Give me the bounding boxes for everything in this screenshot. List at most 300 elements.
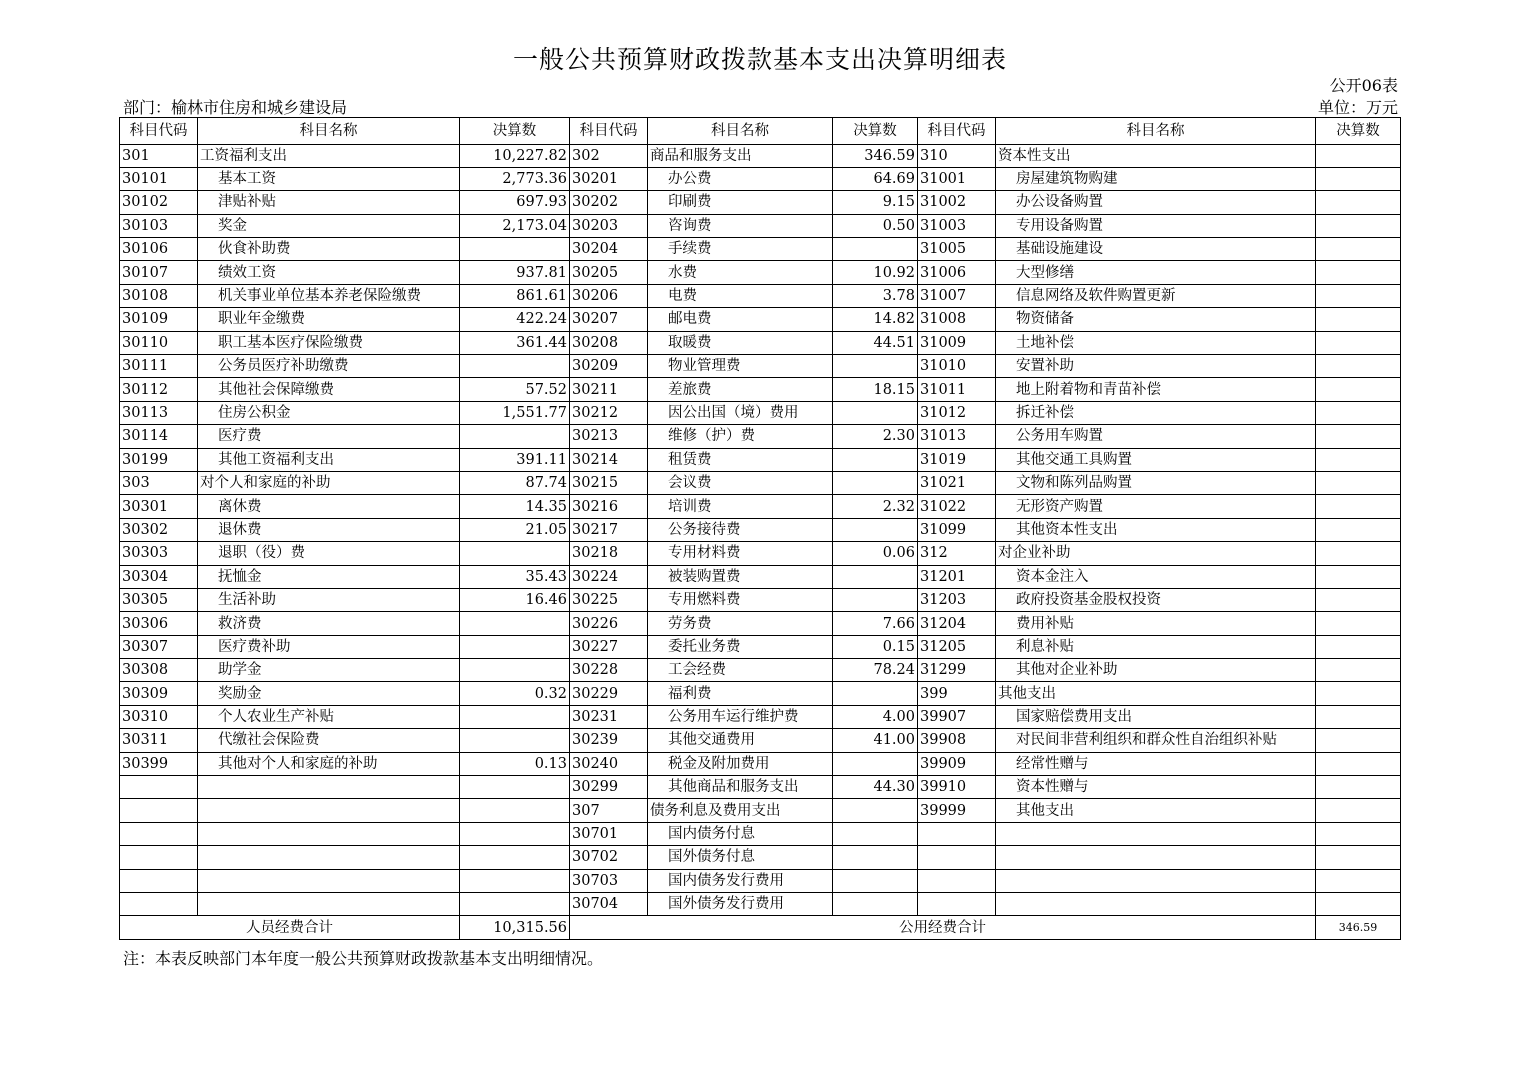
subject-name: 信息网络及软件购置更新	[996, 284, 1316, 307]
subject-name: 其他商品和服务支出	[648, 776, 833, 799]
subject-code: 31013	[918, 425, 996, 448]
subject-name	[996, 846, 1316, 869]
amount-cell	[1316, 495, 1401, 518]
subject-name: 伙食补助费	[198, 238, 460, 261]
subject-code: 30239	[570, 729, 648, 752]
subject-name: 退职（役）费	[198, 542, 460, 565]
amount-cell	[460, 612, 570, 635]
table-row	[120, 191, 1401, 214]
subject-code: 30211	[570, 378, 648, 401]
table-row	[120, 846, 1401, 869]
subject-name: 劳务费	[648, 612, 833, 635]
table-number: 公开06表	[1329, 76, 1398, 95]
subject-name: 会议费	[648, 471, 833, 494]
subject-name: 经常性赠与	[996, 752, 1316, 775]
subject-name: 公务用车购置	[996, 425, 1316, 448]
subject-code: 310	[918, 144, 996, 167]
personnel-total-label: 人员经费合计	[120, 916, 460, 939]
subject-name: 其他交通工具购置	[996, 448, 1316, 471]
subject-name: 医疗费补助	[198, 635, 460, 658]
amount-cell	[1316, 308, 1401, 331]
subject-code: 31012	[918, 401, 996, 424]
amount-cell	[833, 588, 918, 611]
subject-code: 30203	[570, 214, 648, 237]
subject-code: 30303	[120, 542, 198, 565]
subject-name: 助学金	[198, 659, 460, 682]
amount-cell	[460, 846, 570, 869]
amount-cell	[1316, 729, 1401, 752]
subject-name: 其他资本性支出	[996, 518, 1316, 541]
subject-name: 医疗费	[198, 425, 460, 448]
subject-code: 30106	[120, 238, 198, 261]
amount-cell	[1316, 869, 1401, 892]
department-label: 部门：榆林市住房和城乡建设局	[123, 98, 348, 117]
subject-code: 30703	[570, 869, 648, 892]
totals-row	[120, 916, 1401, 939]
subject-name: 离休费	[198, 495, 460, 518]
subject-name	[198, 869, 460, 892]
subject-name: 资本性赠与	[996, 776, 1316, 799]
subject-name: 印刷费	[648, 191, 833, 214]
table-row	[120, 167, 1401, 190]
subject-code: 30304	[120, 565, 198, 588]
subject-name: 维修（护）费	[648, 425, 833, 448]
amount-cell	[1316, 355, 1401, 378]
subject-name: 利息补贴	[996, 635, 1316, 658]
amount-cell: 21.05	[460, 518, 570, 541]
amount-cell: 391.11	[460, 448, 570, 471]
amount-cell	[1316, 284, 1401, 307]
amount-cell: 2.32	[833, 495, 918, 518]
amount-cell	[1316, 191, 1401, 214]
subject-code: 30217	[570, 518, 648, 541]
amount-cell	[1316, 682, 1401, 705]
subject-code: 39999	[918, 799, 996, 822]
subject-code: 39908	[918, 729, 996, 752]
subject-name: 其他支出	[996, 682, 1316, 705]
subject-code: 31205	[918, 635, 996, 658]
amount-cell	[1316, 378, 1401, 401]
subject-name: 大型修缮	[996, 261, 1316, 284]
amount-cell	[1316, 518, 1401, 541]
amount-cell	[1316, 659, 1401, 682]
amount-cell: 41.00	[833, 729, 918, 752]
personnel-total-value: 10,315.56	[460, 916, 570, 939]
table-row	[120, 355, 1401, 378]
subject-name: 土地补偿	[996, 331, 1316, 354]
amount-cell	[1316, 635, 1401, 658]
subject-name: 工资福利支出	[198, 144, 460, 167]
subject-name: 职业年金缴费	[198, 308, 460, 331]
subject-code: 31007	[918, 284, 996, 307]
subject-code: 31201	[918, 565, 996, 588]
subject-name: 退休费	[198, 518, 460, 541]
amount-cell	[1316, 238, 1401, 261]
subject-name: 办公费	[648, 167, 833, 190]
subject-name: 奖励金	[198, 682, 460, 705]
subject-name: 其他工资福利支出	[198, 448, 460, 471]
table-row	[120, 425, 1401, 448]
amount-cell	[1316, 776, 1401, 799]
subject-name: 取暖费	[648, 331, 833, 354]
subject-code: 30240	[570, 752, 648, 775]
subject-code: 31003	[918, 214, 996, 237]
page-title: 一般公共预算财政拨款基本支出决算明细表	[512, 45, 1007, 74]
subject-code: 30103	[120, 214, 198, 237]
amount-cell	[460, 822, 570, 845]
amount-cell	[833, 518, 918, 541]
subject-code: 30101	[120, 167, 198, 190]
subject-code	[918, 822, 996, 845]
subject-code: 30110	[120, 331, 198, 354]
subject-name: 安置补助	[996, 355, 1316, 378]
subject-code: 30704	[570, 893, 648, 916]
subject-name: 邮电费	[648, 308, 833, 331]
subject-name: 对民间非营利组织和群众性自治组织补贴	[996, 729, 1316, 752]
column-header: 科目名称	[198, 118, 460, 145]
amount-cell	[460, 425, 570, 448]
amount-cell: 697.93	[460, 191, 570, 214]
subject-name: 无形资产购置	[996, 495, 1316, 518]
subject-code: 30112	[120, 378, 198, 401]
amount-cell	[833, 471, 918, 494]
table-row	[120, 799, 1401, 822]
subject-code: 31005	[918, 238, 996, 261]
amount-cell: 361.44	[460, 331, 570, 354]
amount-cell	[833, 869, 918, 892]
subject-code	[918, 869, 996, 892]
subject-name: 国家赔偿费用支出	[996, 705, 1316, 728]
subject-name: 基本工资	[198, 167, 460, 190]
amount-cell	[1316, 822, 1401, 845]
subject-name: 资本金注入	[996, 565, 1316, 588]
subject-name: 抚恤金	[198, 565, 460, 588]
amount-cell: 1,551.77	[460, 401, 570, 424]
subject-code: 30216	[570, 495, 648, 518]
table-row	[120, 635, 1401, 658]
column-header: 决算数	[460, 118, 570, 145]
amount-cell	[1316, 261, 1401, 284]
subject-name: 国外债务发行费用	[648, 893, 833, 916]
amount-cell	[1316, 893, 1401, 916]
amount-cell	[833, 401, 918, 424]
subject-name: 津贴补贴	[198, 191, 460, 214]
table-row	[120, 729, 1401, 752]
table-row	[120, 542, 1401, 565]
amount-cell: 87.74	[460, 471, 570, 494]
amount-cell	[460, 869, 570, 892]
subject-name: 奖金	[198, 214, 460, 237]
subject-name: 代缴社会保险费	[198, 729, 460, 752]
subject-name: 住房公积金	[198, 401, 460, 424]
amount-cell	[833, 893, 918, 916]
subject-code: 31008	[918, 308, 996, 331]
subject-name: 基础设施建设	[996, 238, 1316, 261]
amount-cell	[460, 799, 570, 822]
subject-name: 工会经费	[648, 659, 833, 682]
amount-cell: 16.46	[460, 588, 570, 611]
amount-cell	[460, 893, 570, 916]
table-row	[120, 682, 1401, 705]
amount-cell: 9.15	[833, 191, 918, 214]
subject-code: 39909	[918, 752, 996, 775]
amount-cell: 346.59	[833, 144, 918, 167]
table-header-row	[120, 118, 1401, 145]
subject-code: 399	[918, 682, 996, 705]
amount-cell: 14.35	[460, 495, 570, 518]
subject-name: 水费	[648, 261, 833, 284]
subject-name: 资本性支出	[996, 144, 1316, 167]
subject-name	[198, 776, 460, 799]
public-total-label: 公用经费合计	[570, 916, 1316, 939]
amount-cell	[1316, 752, 1401, 775]
amount-cell	[460, 705, 570, 728]
subject-name: 国内债务发行费用	[648, 869, 833, 892]
subject-name: 文物和陈列品购置	[996, 471, 1316, 494]
table-row	[120, 495, 1401, 518]
subject-code: 30202	[570, 191, 648, 214]
table-row	[120, 378, 1401, 401]
amount-cell	[833, 448, 918, 471]
amount-cell	[460, 659, 570, 682]
subject-code: 30308	[120, 659, 198, 682]
subject-code	[120, 846, 198, 869]
subject-name: 职工基本医疗保险缴费	[198, 331, 460, 354]
subject-code: 31299	[918, 659, 996, 682]
subject-code: 301	[120, 144, 198, 167]
amount-cell: 937.81	[460, 261, 570, 284]
amount-cell: 57.52	[460, 378, 570, 401]
table-row	[120, 518, 1401, 541]
table-row	[120, 565, 1401, 588]
amount-cell	[1316, 588, 1401, 611]
subject-name	[198, 893, 460, 916]
table-row	[120, 705, 1401, 728]
subject-code: 30224	[570, 565, 648, 588]
subject-name: 专用设备购置	[996, 214, 1316, 237]
subject-code: 312	[918, 542, 996, 565]
subject-name	[198, 846, 460, 869]
subject-code: 31001	[918, 167, 996, 190]
subject-code: 39907	[918, 705, 996, 728]
amount-cell: 0.50	[833, 214, 918, 237]
subject-name: 其他对企业补助	[996, 659, 1316, 682]
subject-code: 30307	[120, 635, 198, 658]
amount-cell	[1316, 471, 1401, 494]
amount-cell: 0.13	[460, 752, 570, 775]
table-row	[120, 752, 1401, 775]
amount-cell: 18.15	[833, 378, 918, 401]
amount-cell: 44.30	[833, 776, 918, 799]
subject-name: 培训费	[648, 495, 833, 518]
subject-name: 债务利息及费用支出	[648, 799, 833, 822]
amount-cell: 2.30	[833, 425, 918, 448]
subject-name: 因公出国（境）费用	[648, 401, 833, 424]
subject-name: 委托业务费	[648, 635, 833, 658]
amount-cell	[833, 565, 918, 588]
amount-cell: 7.66	[833, 612, 918, 635]
subject-code: 30113	[120, 401, 198, 424]
amount-cell: 422.24	[460, 308, 570, 331]
subject-code: 30218	[570, 542, 648, 565]
amount-cell: 35.43	[460, 565, 570, 588]
subject-code: 30215	[570, 471, 648, 494]
table-row	[120, 448, 1401, 471]
subject-code: 31021	[918, 471, 996, 494]
subject-code: 31011	[918, 378, 996, 401]
subject-code: 30306	[120, 612, 198, 635]
table-row	[120, 869, 1401, 892]
table-row	[120, 776, 1401, 799]
subject-code: 30701	[570, 822, 648, 845]
subject-name: 其他社会保障缴费	[198, 378, 460, 401]
table-row	[120, 308, 1401, 331]
subject-code: 30108	[120, 284, 198, 307]
table-row	[120, 612, 1401, 635]
table-row	[120, 238, 1401, 261]
subject-name	[996, 893, 1316, 916]
amount-cell	[460, 729, 570, 752]
subject-name: 拆迁补偿	[996, 401, 1316, 424]
subject-name: 商品和服务支出	[648, 144, 833, 167]
subject-code: 31022	[918, 495, 996, 518]
subject-code: 30225	[570, 588, 648, 611]
subject-name: 办公设备购置	[996, 191, 1316, 214]
subject-name: 费用补贴	[996, 612, 1316, 635]
amount-cell	[1316, 401, 1401, 424]
subject-code	[120, 869, 198, 892]
subject-name: 租赁费	[648, 448, 833, 471]
column-header: 科目代码	[570, 118, 648, 145]
amount-cell: 4.00	[833, 705, 918, 728]
subject-code: 31010	[918, 355, 996, 378]
subject-name: 税金及附加费用	[648, 752, 833, 775]
subject-code	[120, 893, 198, 916]
subject-name: 绩效工资	[198, 261, 460, 284]
subject-code: 30111	[120, 355, 198, 378]
amount-cell	[833, 846, 918, 869]
subject-code: 30109	[120, 308, 198, 331]
table-row	[120, 893, 1401, 916]
amount-cell	[833, 752, 918, 775]
subject-code: 30107	[120, 261, 198, 284]
amount-cell	[1316, 214, 1401, 237]
subject-code: 30399	[120, 752, 198, 775]
amount-cell	[1316, 612, 1401, 635]
amount-cell: 0.15	[833, 635, 918, 658]
table-row	[120, 471, 1401, 494]
subject-code: 30702	[570, 846, 648, 869]
subject-name: 物资储备	[996, 308, 1316, 331]
unit-label: 单位：万元	[1317, 98, 1398, 117]
subject-name: 公务员医疗补助缴费	[198, 355, 460, 378]
subject-name: 国内债务付息	[648, 822, 833, 845]
subject-name: 福利费	[648, 682, 833, 705]
subject-code: 30309	[120, 682, 198, 705]
subject-code: 30206	[570, 284, 648, 307]
amount-cell	[460, 238, 570, 261]
subject-code: 31203	[918, 588, 996, 611]
table-row	[120, 331, 1401, 354]
subject-code: 30207	[570, 308, 648, 331]
amount-cell: 64.69	[833, 167, 918, 190]
subject-code: 30209	[570, 355, 648, 378]
subject-code: 30114	[120, 425, 198, 448]
column-header: 决算数	[833, 118, 918, 145]
subject-code: 30228	[570, 659, 648, 682]
subject-code: 30227	[570, 635, 648, 658]
subject-name: 公务接待费	[648, 518, 833, 541]
column-header: 科目代码	[918, 118, 996, 145]
amount-cell	[460, 355, 570, 378]
subject-code: 31204	[918, 612, 996, 635]
table-row	[120, 261, 1401, 284]
subject-code: 30231	[570, 705, 648, 728]
subject-code: 31006	[918, 261, 996, 284]
subject-name: 对企业补助	[996, 542, 1316, 565]
subject-code: 30212	[570, 401, 648, 424]
subject-name: 公务用车运行维护费	[648, 705, 833, 728]
footnote: 注：本表反映部门本年度一般公共预算财政拨款基本支出明细情况。	[123, 949, 604, 968]
amount-cell	[1316, 331, 1401, 354]
table-row	[120, 144, 1401, 167]
subject-name	[996, 869, 1316, 892]
subject-name: 手续费	[648, 238, 833, 261]
subject-code: 30226	[570, 612, 648, 635]
amount-cell: 3.78	[833, 284, 918, 307]
subject-code: 303	[120, 471, 198, 494]
subject-code: 30311	[120, 729, 198, 752]
table-row	[120, 588, 1401, 611]
subject-code: 30299	[570, 776, 648, 799]
subject-name: 差旅费	[648, 378, 833, 401]
subject-name	[198, 822, 460, 845]
subject-name: 物业管理费	[648, 355, 833, 378]
subject-code: 307	[570, 799, 648, 822]
subject-code: 30310	[120, 705, 198, 728]
subject-code: 31099	[918, 518, 996, 541]
subject-name: 对个人和家庭的补助	[198, 471, 460, 494]
subject-code: 31019	[918, 448, 996, 471]
table-row	[120, 822, 1401, 845]
subject-code: 30302	[120, 518, 198, 541]
subject-code	[918, 893, 996, 916]
subject-code: 31002	[918, 191, 996, 214]
amount-cell	[833, 355, 918, 378]
subject-name: 其他对个人和家庭的补助	[198, 752, 460, 775]
amount-cell	[1316, 705, 1401, 728]
subject-code	[120, 799, 198, 822]
subject-code	[120, 776, 198, 799]
subject-code: 30301	[120, 495, 198, 518]
amount-cell: 2,773.36	[460, 167, 570, 190]
amount-cell	[1316, 448, 1401, 471]
amount-cell: 10.92	[833, 261, 918, 284]
subject-name: 其他交通费用	[648, 729, 833, 752]
subject-name: 其他支出	[996, 799, 1316, 822]
subject-code: 30199	[120, 448, 198, 471]
subject-code: 30205	[570, 261, 648, 284]
amount-cell	[1316, 167, 1401, 190]
table-row	[120, 401, 1401, 424]
subject-name: 救济费	[198, 612, 460, 635]
amount-cell: 44.51	[833, 331, 918, 354]
amount-cell	[1316, 542, 1401, 565]
subject-code: 31009	[918, 331, 996, 354]
subject-code: 302	[570, 144, 648, 167]
subject-name: 个人农业生产补贴	[198, 705, 460, 728]
amount-cell	[833, 822, 918, 845]
